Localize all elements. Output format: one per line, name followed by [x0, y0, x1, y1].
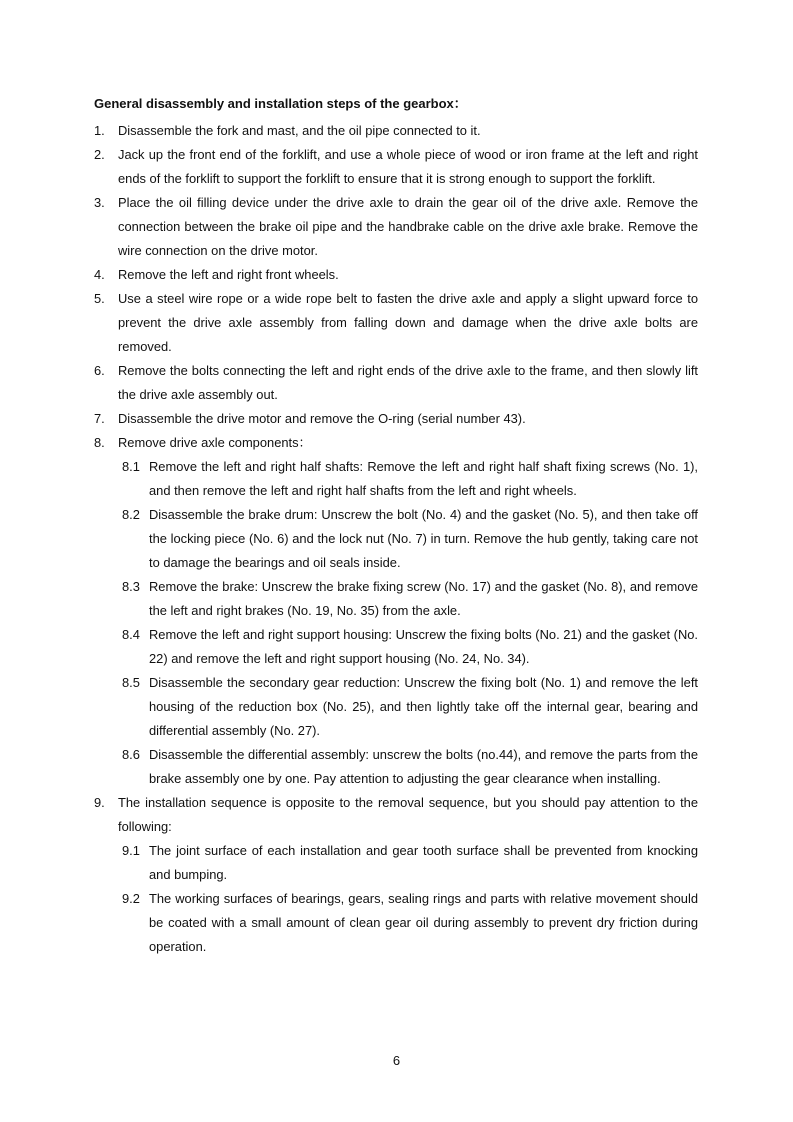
- list-item: [94, 287, 698, 359]
- substep-number: 8.6: [122, 747, 140, 762]
- substeps-list: [94, 455, 698, 791]
- step-text: Place the oil filling device under the drive axle to drain the gear oil of the drive axle. Remove the connection between the brake oil pipe and the handbrake cable on the drive axle brake. Remove the wire connection on the drive motor.: [118, 195, 698, 258]
- step-text: Use a steel wire rope or a wide rope belt to fasten the drive axle and apply a slight upward force to prevent the drive axle assembly from falling down and damage when the drive axle bolts are removed.: [118, 291, 698, 354]
- step-number: 1.: [94, 123, 105, 138]
- step-text: Remove the bolts connecting the left and right ends of the drive axle to the frame, and then slowly lift the drive axle assembly out.: [118, 363, 698, 402]
- list-item: [94, 455, 698, 503]
- step-number: 6.: [94, 363, 105, 378]
- substep-text: Disassemble the brake drum: Unscrew the bolt (No. 4) and the gasket (No. 5), and then take off the locking piece (No. 6) and the lock nut (No. 7) in turn. Remove the hub gently, taking care not to damage the bearings and oil seals inside.: [149, 507, 698, 570]
- substep-number: 8.1: [122, 459, 140, 474]
- substeps-list: [94, 839, 698, 959]
- substep-number: 8.2: [122, 507, 140, 522]
- substep-number: 8.5: [122, 675, 140, 690]
- list-item: [94, 791, 698, 839]
- substep-number: 8.3: [122, 579, 140, 594]
- substep-text: The working surfaces of bearings, gears, sealing rings and parts with relative movement should be coated with a small amount of clean gear oil during assembly to prevent dry friction during operation.: [149, 891, 698, 954]
- list-item: [94, 503, 698, 575]
- step-number: 7.: [94, 411, 105, 426]
- step-number: 9.: [94, 795, 105, 810]
- step-text: Disassemble the drive motor and remove the O-ring (serial number 43).: [118, 411, 526, 426]
- list-item: [94, 143, 698, 191]
- step-number: 4.: [94, 267, 105, 282]
- substep-text: Remove the left and right half shafts: Remove the left and right half shaft fixing screws (No. 1), and then remove the left and right half shafts from the left and right wheels.: [149, 459, 698, 498]
- step-number: 3.: [94, 195, 105, 210]
- list-item: [94, 191, 698, 263]
- substep-text: Disassemble the differential assembly: unscrew the bolts (no.44), and remove the parts from the brake assembly one by one. Pay attention to adjusting the gear clearance when installing.: [149, 747, 698, 786]
- step-number: 5.: [94, 291, 105, 306]
- step-text: The installation sequence is opposite to the removal sequence, but you should pay attention to the following:: [118, 795, 698, 834]
- list-item: [94, 839, 698, 887]
- steps-list: [94, 119, 698, 959]
- list-item: [94, 359, 698, 407]
- list-item: [94, 575, 698, 623]
- substep-number: 9.1: [122, 843, 140, 858]
- list-item: [94, 743, 698, 791]
- list-item: [94, 431, 698, 455]
- page-number: 6: [392, 1053, 401, 1068]
- list-item: [94, 407, 698, 431]
- step-text: Disassemble the fork and mast, and the oil pipe connected to it.: [118, 123, 481, 138]
- list-item: [94, 623, 698, 671]
- substep-text: Remove the left and right support housing: Unscrew the fixing bolts (No. 21) and the gasket (No. 22) and remove the left and right support housing (No. 24, No. 34).: [149, 627, 698, 666]
- list-item: [94, 671, 698, 743]
- substep-text: The joint surface of each installation and gear tooth surface shall be prevented from knocking and bumping.: [149, 843, 698, 882]
- step-text: Jack up the front end of the forklift, and use a whole piece of wood or iron frame at the left and right ends of the forklift to support the forklift to ensure that it is strong enough to support the forklift.: [118, 147, 698, 186]
- step-number: 8.: [94, 435, 105, 450]
- list-item: [94, 119, 698, 143]
- substep-number: 8.4: [122, 627, 140, 642]
- list-item: [94, 887, 698, 959]
- substep-number: 9.2: [122, 891, 140, 906]
- step-number: 2.: [94, 147, 105, 162]
- list-item: [94, 263, 698, 287]
- step-text: Remove the left and right front wheels.: [118, 267, 339, 282]
- substep-text: Disassemble the secondary gear reduction: Unscrew the fixing bolt (No. 1) and remove the left housing of the reduction box (No. 25), and then lightly take off the internal gear, bearing and differential assembly (No. 27).: [149, 675, 698, 738]
- substep-text: Remove the brake: Unscrew the brake fixing screw (No. 17) and the gasket (No. 8), and remove the left and right brakes (No. 19, No. 35) from the axle.: [149, 579, 698, 618]
- step-text: Remove drive axle components：: [118, 435, 312, 450]
- section-heading: General disassembly and installation steps of the gearbox：: [94, 96, 467, 111]
